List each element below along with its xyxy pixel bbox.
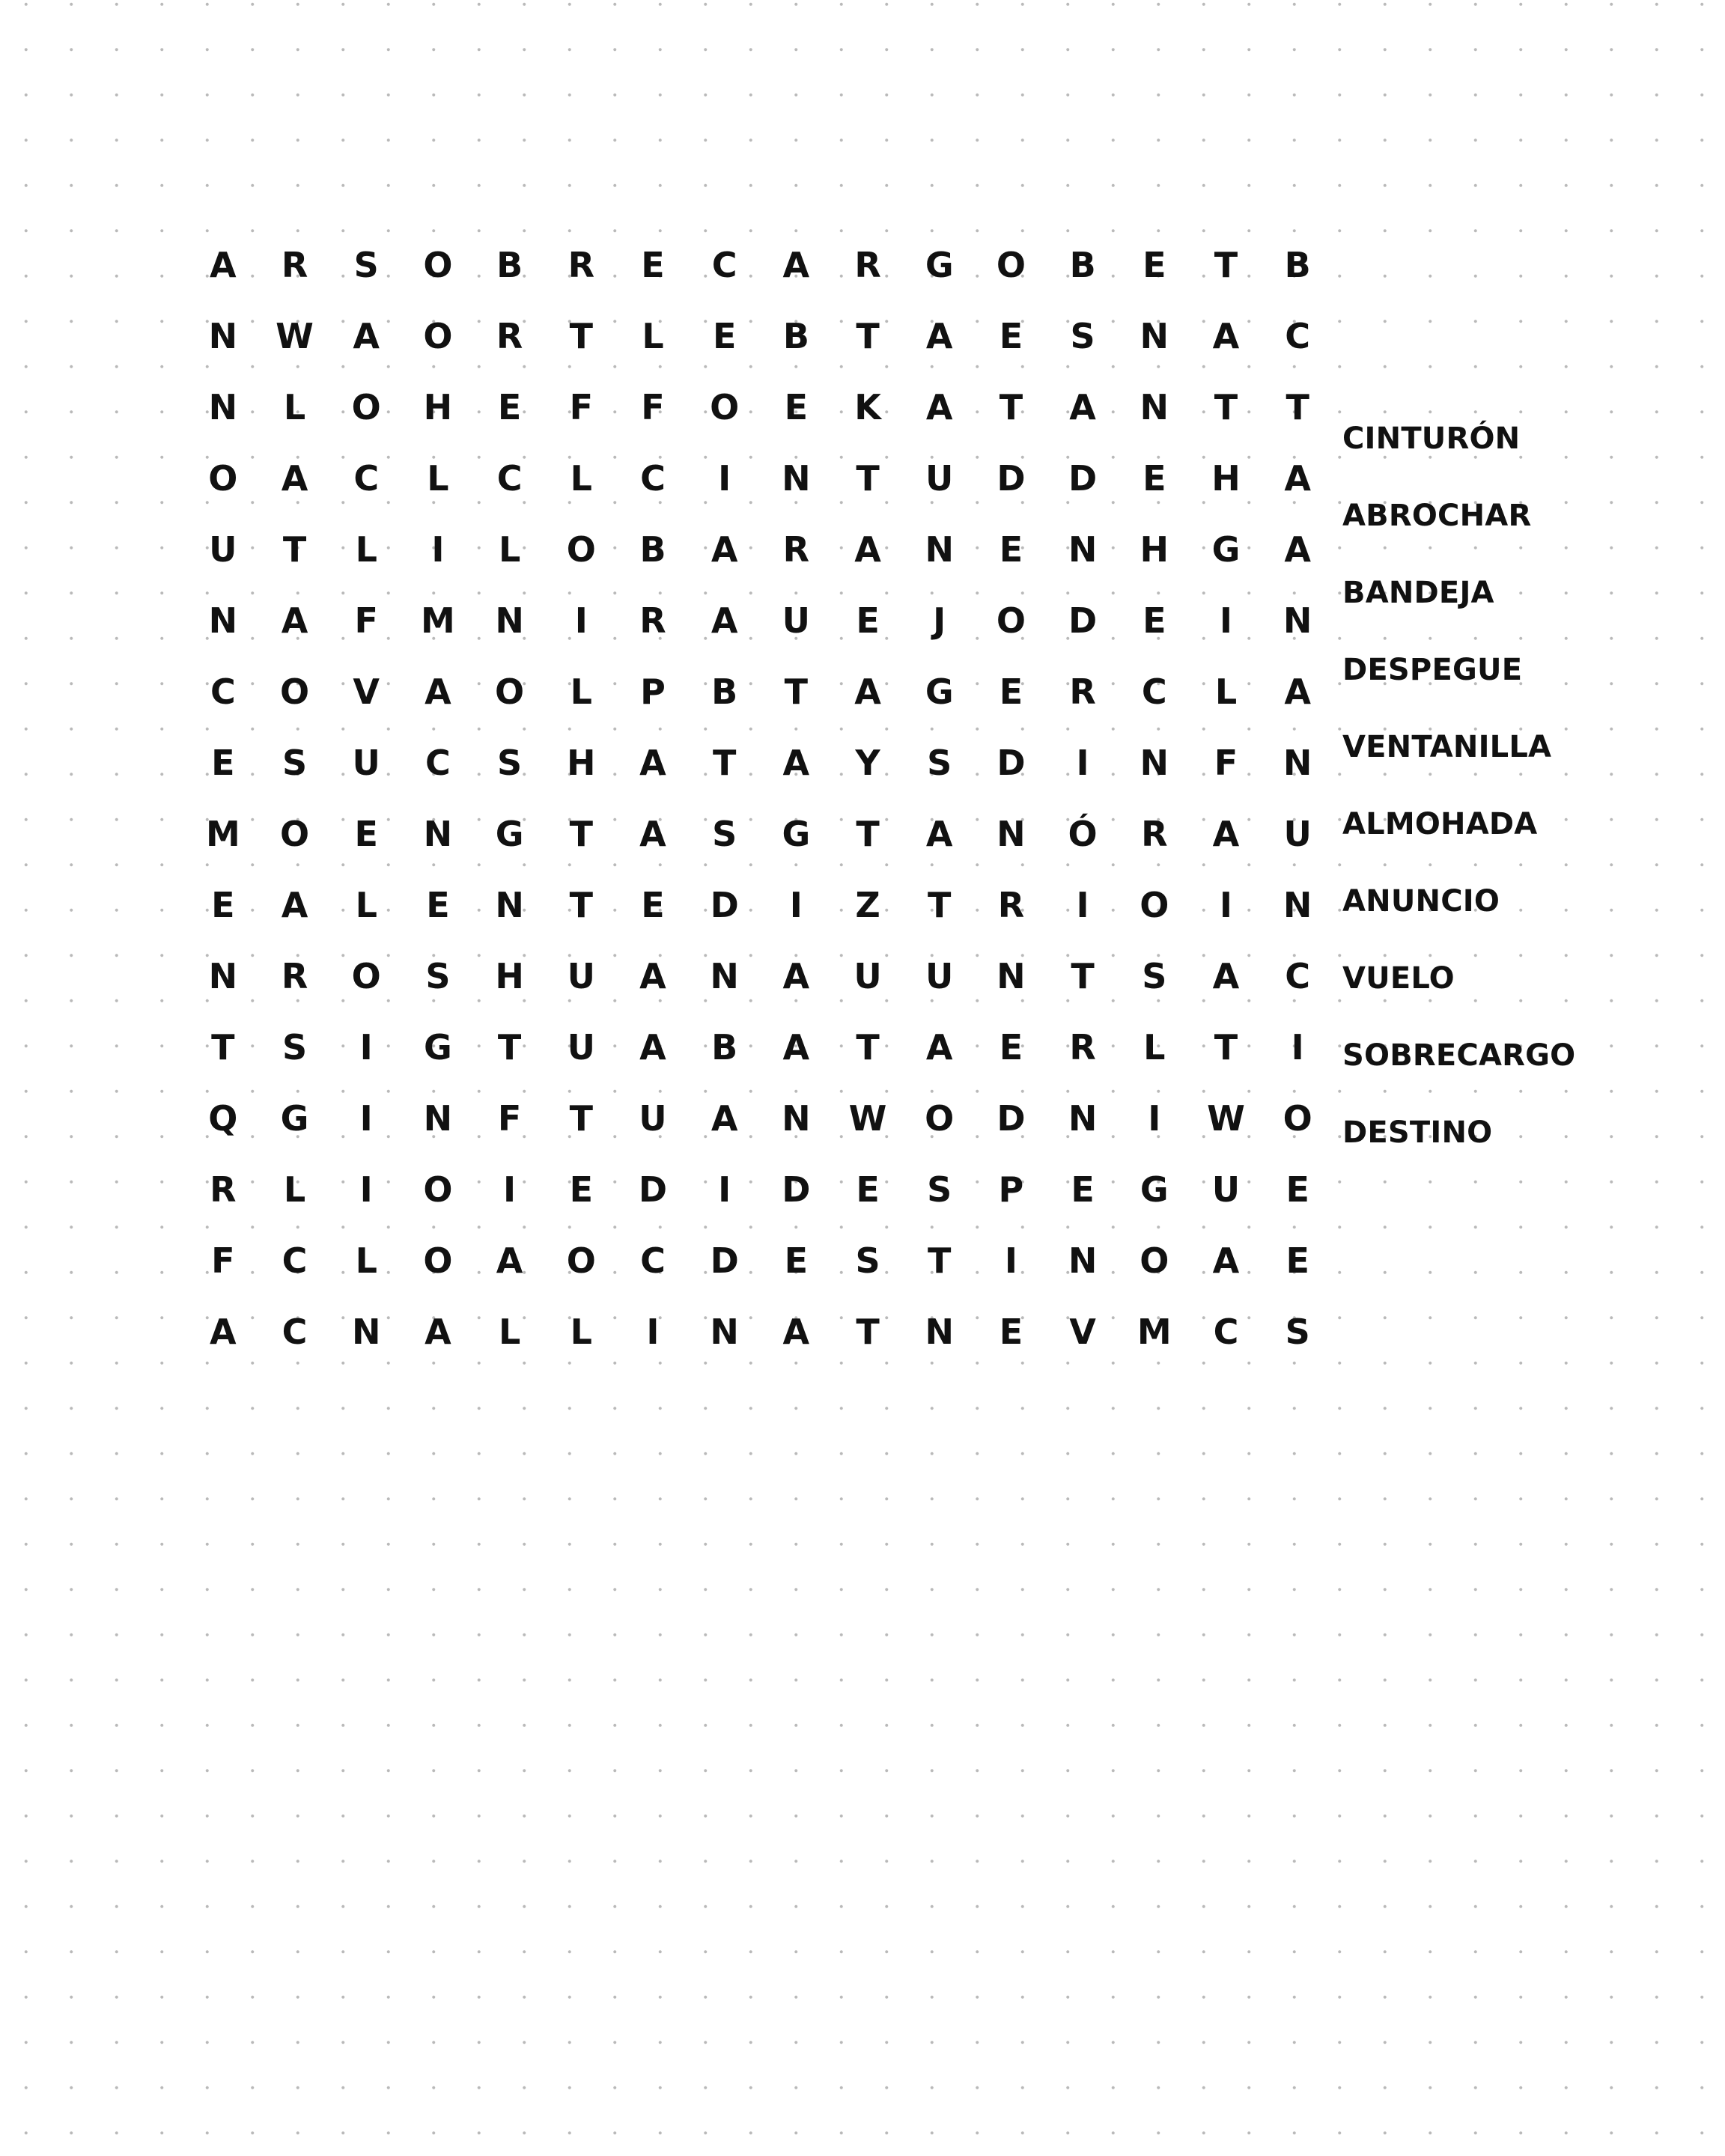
grid-letter: I xyxy=(574,600,588,641)
grid-letter: S xyxy=(927,1169,952,1210)
grid-letter: I xyxy=(359,1026,373,1068)
grid-letter: A xyxy=(210,1311,237,1352)
grid-letter: L xyxy=(570,671,592,712)
grid-letter: B xyxy=(782,315,809,356)
grid-letter: S xyxy=(855,1240,880,1281)
grid-letter: C xyxy=(282,1240,308,1281)
grid-letter: D xyxy=(997,457,1026,499)
grid-letter: E xyxy=(999,671,1023,712)
grid-letter: T xyxy=(569,315,593,356)
grid-letter: D xyxy=(997,1097,1026,1139)
grid-letter: F xyxy=(1214,742,1238,783)
grid-letter: I xyxy=(718,1169,731,1210)
grid-letter: T xyxy=(497,1026,522,1068)
grid-letter: T xyxy=(569,1097,593,1139)
grid-letter: G xyxy=(1211,529,1241,570)
grid-letter: E xyxy=(784,386,809,427)
grid-letter: L xyxy=(427,457,449,499)
grid-letter: O xyxy=(495,671,525,712)
grid-letter: A xyxy=(1212,315,1240,356)
grid-letter: E xyxy=(569,1169,593,1210)
grid-letter: N xyxy=(710,955,739,996)
grid-letter: P xyxy=(640,671,666,712)
grid-letter: I xyxy=(1076,884,1089,925)
grid-letter: G xyxy=(424,1026,452,1068)
word-list-item: VENTANILLA xyxy=(1342,730,1552,764)
grid-letter: F xyxy=(641,386,665,427)
grid-letter: A xyxy=(925,386,953,427)
grid-letter: A xyxy=(281,457,308,499)
grid-letter: O xyxy=(996,244,1026,285)
grid-letter: A xyxy=(782,1311,810,1352)
grid-letter: G xyxy=(925,244,954,285)
grid-letter: N xyxy=(1140,386,1169,427)
grid-letter: C xyxy=(1285,955,1311,996)
grid-letter: S xyxy=(1070,315,1095,356)
grid-letter: E xyxy=(641,244,665,285)
grid-letter: A xyxy=(281,884,308,925)
grid-letter: U xyxy=(1283,813,1312,854)
grid-letter: A xyxy=(639,813,666,854)
grid-letter: N xyxy=(495,884,524,925)
grid-letter: D xyxy=(1068,600,1098,641)
grid-letter: E xyxy=(354,813,378,854)
grid-letter: E xyxy=(1286,1169,1309,1210)
grid-letter: A xyxy=(1212,955,1240,996)
grid-letter: C xyxy=(640,457,666,499)
grid-letter: A xyxy=(639,742,666,783)
grid-letter: R xyxy=(997,884,1025,925)
grid-letter: L xyxy=(570,457,592,499)
word-list-item: CINTURÓN xyxy=(1342,421,1521,456)
grid-letter: H xyxy=(1211,457,1241,499)
grid-letter: R xyxy=(639,600,666,641)
grid-letter: D xyxy=(710,1240,739,1281)
grid-letter: G xyxy=(280,1097,309,1139)
grid-letter: I xyxy=(1219,600,1233,641)
grid-letter: A xyxy=(711,1097,738,1139)
grid-letter: E xyxy=(641,884,665,925)
grid-letter: O xyxy=(1283,1097,1312,1139)
grid-letter: L xyxy=(283,1169,306,1210)
grid-letter: U xyxy=(854,955,882,996)
grid-letter: E xyxy=(784,1240,809,1281)
grid-letter: A xyxy=(496,1240,523,1281)
grid-letter: A xyxy=(711,600,738,641)
grid-letter: C xyxy=(425,742,451,783)
grid-letter: U xyxy=(209,529,237,570)
grid-letter: T xyxy=(928,1240,952,1281)
grid-letter: E xyxy=(999,1311,1023,1352)
grid-letter: L xyxy=(498,1311,521,1352)
grid-letter: O xyxy=(1140,884,1169,925)
grid-letter: O xyxy=(279,671,310,712)
grid-letter: N xyxy=(1140,315,1169,356)
word-list-item: DESPEGUE xyxy=(1342,653,1523,687)
word-list-item: SOBRECARGO xyxy=(1342,1038,1576,1073)
grid-letter: N xyxy=(1140,742,1169,783)
grid-letter: S xyxy=(1142,955,1167,996)
letter-grid xyxy=(187,229,1333,1367)
grid-letter: S xyxy=(282,742,308,783)
grid-letter: R xyxy=(1069,1026,1096,1068)
grid-letter: E xyxy=(426,884,450,925)
grid-letter: R xyxy=(496,315,523,356)
grid-letter: N xyxy=(782,1097,811,1139)
grid-letter: C xyxy=(282,1311,308,1352)
grid-letter: E xyxy=(211,742,235,783)
grid-letter: A xyxy=(925,315,953,356)
grid-letter: N xyxy=(495,600,524,641)
grid-letter: U xyxy=(1211,1169,1241,1210)
grid-letter: U xyxy=(925,457,954,499)
grid-letter: N xyxy=(1283,742,1312,783)
grid-letter: O xyxy=(925,1097,955,1139)
grid-letter: O xyxy=(423,244,453,285)
grid-letter: K xyxy=(854,386,881,427)
grid-letter: O xyxy=(279,813,310,854)
grid-letter: A xyxy=(854,671,881,712)
grid-letter: E xyxy=(1143,457,1166,499)
grid-letter: U xyxy=(567,1026,595,1068)
grid-letter: L xyxy=(283,386,306,427)
grid-letter: R xyxy=(281,955,308,996)
grid-letter: A xyxy=(1284,457,1311,499)
grid-letter: U xyxy=(352,742,380,783)
grid-letter: O xyxy=(996,600,1026,641)
grid-letter: E xyxy=(999,315,1023,356)
grid-letter: G xyxy=(1140,1169,1169,1210)
grid-letter: A xyxy=(281,600,308,641)
grid-letter: A xyxy=(425,1311,451,1352)
grid-letter: B xyxy=(496,244,523,285)
grid-letter: A xyxy=(1284,529,1311,570)
grid-letter: S xyxy=(1285,1311,1310,1352)
grid-letter: I xyxy=(1219,884,1233,925)
grid-letter: A xyxy=(711,529,738,570)
grid-letter: C xyxy=(210,671,236,712)
grid-letter: E xyxy=(999,529,1023,570)
grid-letter: R xyxy=(782,529,810,570)
grid-letter: C xyxy=(711,244,737,285)
grid-letter: N xyxy=(208,600,238,641)
grid-letter: F xyxy=(569,386,593,427)
grid-letter: G xyxy=(495,813,524,854)
grid-letter: A xyxy=(1069,386,1096,427)
grid-letter: A xyxy=(425,671,451,712)
grid-letter: H xyxy=(423,386,453,427)
grid-letter: C xyxy=(640,1240,666,1281)
grid-letter: E xyxy=(1143,600,1166,641)
grid-letter: O xyxy=(351,955,381,996)
grid-letter: O xyxy=(208,457,238,499)
grid-letter: E xyxy=(999,1026,1023,1068)
grid-letter: T xyxy=(999,386,1023,427)
grid-letter: H xyxy=(1140,529,1169,570)
word-list-item: ALMOHADA xyxy=(1342,807,1538,841)
grid-letter: U xyxy=(639,1097,667,1139)
grid-letter: E xyxy=(1143,244,1166,285)
grid-letter: C xyxy=(1213,1311,1239,1352)
grid-letter: O xyxy=(423,1169,453,1210)
grid-letter: A xyxy=(210,244,237,285)
grid-letter: C xyxy=(353,457,380,499)
grid-letter: G xyxy=(925,671,954,712)
grid-letter: E xyxy=(856,1169,880,1210)
word-list-item: BANDEJA xyxy=(1342,576,1494,610)
grid-letter: N xyxy=(208,315,238,356)
grid-letter: F xyxy=(211,1240,235,1281)
word-list-item: VUELO xyxy=(1342,961,1455,996)
grid-letter: D xyxy=(638,1169,668,1210)
grid-letter: A xyxy=(782,244,810,285)
grid-letter: E xyxy=(856,600,880,641)
grid-letter: J xyxy=(933,600,946,641)
grid-letter: N xyxy=(1068,1240,1098,1281)
grid-letter: L xyxy=(570,1311,592,1352)
grid-letter: Z xyxy=(855,884,880,925)
grid-letter: L xyxy=(642,315,664,356)
grid-letter: V xyxy=(353,671,380,712)
grid-letter: Ó xyxy=(1068,813,1098,854)
grid-letter: W xyxy=(1207,1097,1245,1139)
grid-letter: N xyxy=(997,955,1026,996)
grid-letter: A xyxy=(854,529,881,570)
word-list-item: ANUNCIO xyxy=(1342,884,1500,919)
grid-letter: B xyxy=(1069,244,1096,285)
grid-letter: N xyxy=(710,1311,739,1352)
grid-letter: T xyxy=(856,813,880,854)
grid-letter: O xyxy=(351,386,381,427)
grid-letter: Q xyxy=(208,1097,238,1139)
grid-letter: D xyxy=(782,1169,811,1210)
grid-letter: M xyxy=(205,813,240,854)
grid-letter: T xyxy=(569,884,593,925)
grid-letter: R xyxy=(281,244,308,285)
grid-letter: V xyxy=(1069,1311,1096,1352)
grid-letter: N xyxy=(1283,884,1312,925)
grid-letter: A xyxy=(353,315,380,356)
grid-letter: N xyxy=(1283,600,1312,641)
grid-letter: R xyxy=(1069,671,1096,712)
grid-letter: T xyxy=(928,884,952,925)
grid-letter: N xyxy=(1068,529,1098,570)
grid-letter: M xyxy=(421,600,455,641)
grid-letter: L xyxy=(1214,671,1238,712)
grid-letter: E xyxy=(1071,1169,1095,1210)
grid-letter: N xyxy=(351,1311,381,1352)
grid-letter: O xyxy=(710,386,740,427)
grid-letter: I xyxy=(1004,1240,1017,1281)
grid-letter: F xyxy=(497,1097,522,1139)
grid-letter: N xyxy=(997,813,1026,854)
grid-letter: S xyxy=(425,955,451,996)
grid-letter: R xyxy=(854,244,881,285)
grid-letter: B xyxy=(711,671,738,712)
grid-letter: A xyxy=(639,1026,666,1068)
grid-letter: W xyxy=(276,315,314,356)
grid-letter: F xyxy=(354,600,378,641)
grid-letter: H xyxy=(495,955,524,996)
grid-letter: I xyxy=(503,1169,517,1210)
grid-letter: U xyxy=(567,955,595,996)
grid-letter: R xyxy=(210,1169,237,1210)
grid-letter: T xyxy=(211,1026,235,1068)
grid-letter: N xyxy=(208,386,238,427)
grid-letter: T xyxy=(856,315,880,356)
grid-letter: D xyxy=(1068,457,1098,499)
grid-letter: S xyxy=(282,1026,308,1068)
grid-letter: T xyxy=(1214,1026,1238,1068)
grid-letter: D xyxy=(997,742,1026,783)
grid-letter: Y xyxy=(855,742,880,783)
grid-letter: N xyxy=(782,457,811,499)
grid-letter: B xyxy=(639,529,666,570)
grid-letter: O xyxy=(566,1240,596,1281)
grid-letter: T xyxy=(712,742,737,783)
grid-letter: N xyxy=(1068,1097,1098,1139)
grid-letter: A xyxy=(925,813,953,854)
grid-letter: I xyxy=(359,1097,373,1139)
word-list-item: ABROCHAR xyxy=(1342,499,1532,533)
grid-letter: C xyxy=(1141,671,1167,712)
grid-letter: T xyxy=(784,671,809,712)
word-list xyxy=(1342,417,1575,1188)
grid-letter: H xyxy=(567,742,596,783)
grid-letter: N xyxy=(925,1311,954,1352)
grid-letter: L xyxy=(355,1240,377,1281)
grid-letter: I xyxy=(1148,1097,1161,1139)
grid-letter: T xyxy=(856,1311,880,1352)
grid-letter: T xyxy=(1286,386,1309,427)
grid-letter: B xyxy=(711,1026,738,1068)
grid-letter: D xyxy=(710,884,739,925)
grid-letter: N xyxy=(423,813,453,854)
grid-letter: N xyxy=(208,955,238,996)
grid-letter: E xyxy=(712,315,737,356)
grid-letter: L xyxy=(1143,1026,1166,1068)
grid-letter: N xyxy=(925,529,954,570)
grid-letter: I xyxy=(646,1311,660,1352)
grid-letter: I xyxy=(1291,1026,1304,1068)
grid-letter: A xyxy=(1212,1240,1240,1281)
grid-letter: I xyxy=(789,884,803,925)
grid-letter: P xyxy=(998,1169,1024,1210)
grid-letter: L xyxy=(355,884,377,925)
grid-letter: E xyxy=(497,386,522,427)
grid-letter: B xyxy=(1284,244,1311,285)
grid-letter: A xyxy=(782,955,810,996)
grid-letter: T xyxy=(856,1026,880,1068)
grid-letter: I xyxy=(718,457,731,499)
word-list-item: DESTINO xyxy=(1342,1115,1493,1150)
grid-letter: S xyxy=(353,244,379,285)
grid-letter: N xyxy=(423,1097,453,1139)
grid-letter: A xyxy=(782,1026,810,1068)
grid-letter: S xyxy=(497,742,523,783)
grid-letter: R xyxy=(1141,813,1168,854)
grid-letter: I xyxy=(1076,742,1089,783)
grid-letter: T xyxy=(1214,386,1238,427)
grid-letter: M xyxy=(1137,1311,1172,1352)
grid-letter: U xyxy=(782,600,811,641)
grid-letter: O xyxy=(423,315,453,356)
grid-letter: E xyxy=(1286,1240,1309,1281)
grid-letter: E xyxy=(211,884,235,925)
grid-letter: S xyxy=(927,742,952,783)
grid-letter: A xyxy=(1212,813,1240,854)
grid-letter: T xyxy=(282,529,307,570)
grid-letter: T xyxy=(856,457,880,499)
grid-letter: C xyxy=(496,457,523,499)
grid-letter: I xyxy=(431,529,445,570)
grid-letter: O xyxy=(423,1240,453,1281)
grid-letter: L xyxy=(498,529,521,570)
grid-letter: W xyxy=(848,1097,887,1139)
grid-letter: A xyxy=(1284,671,1311,712)
grid-letter: O xyxy=(566,529,596,570)
grid-letter: I xyxy=(359,1169,373,1210)
grid-letter: T xyxy=(1071,955,1095,996)
grid-letter: A xyxy=(925,1026,953,1068)
grid-letter: S xyxy=(712,813,737,854)
grid-letter: R xyxy=(568,244,594,285)
grid-letter: T xyxy=(569,813,593,854)
grid-letter: T xyxy=(1214,244,1238,285)
grid-letter: G xyxy=(782,813,811,854)
grid-letter: A xyxy=(639,955,666,996)
grid-letter: L xyxy=(355,529,377,570)
grid-letter: A xyxy=(782,742,810,783)
grid-letter: O xyxy=(1140,1240,1169,1281)
grid-letter: C xyxy=(1285,315,1311,356)
grid-letter: U xyxy=(925,955,954,996)
